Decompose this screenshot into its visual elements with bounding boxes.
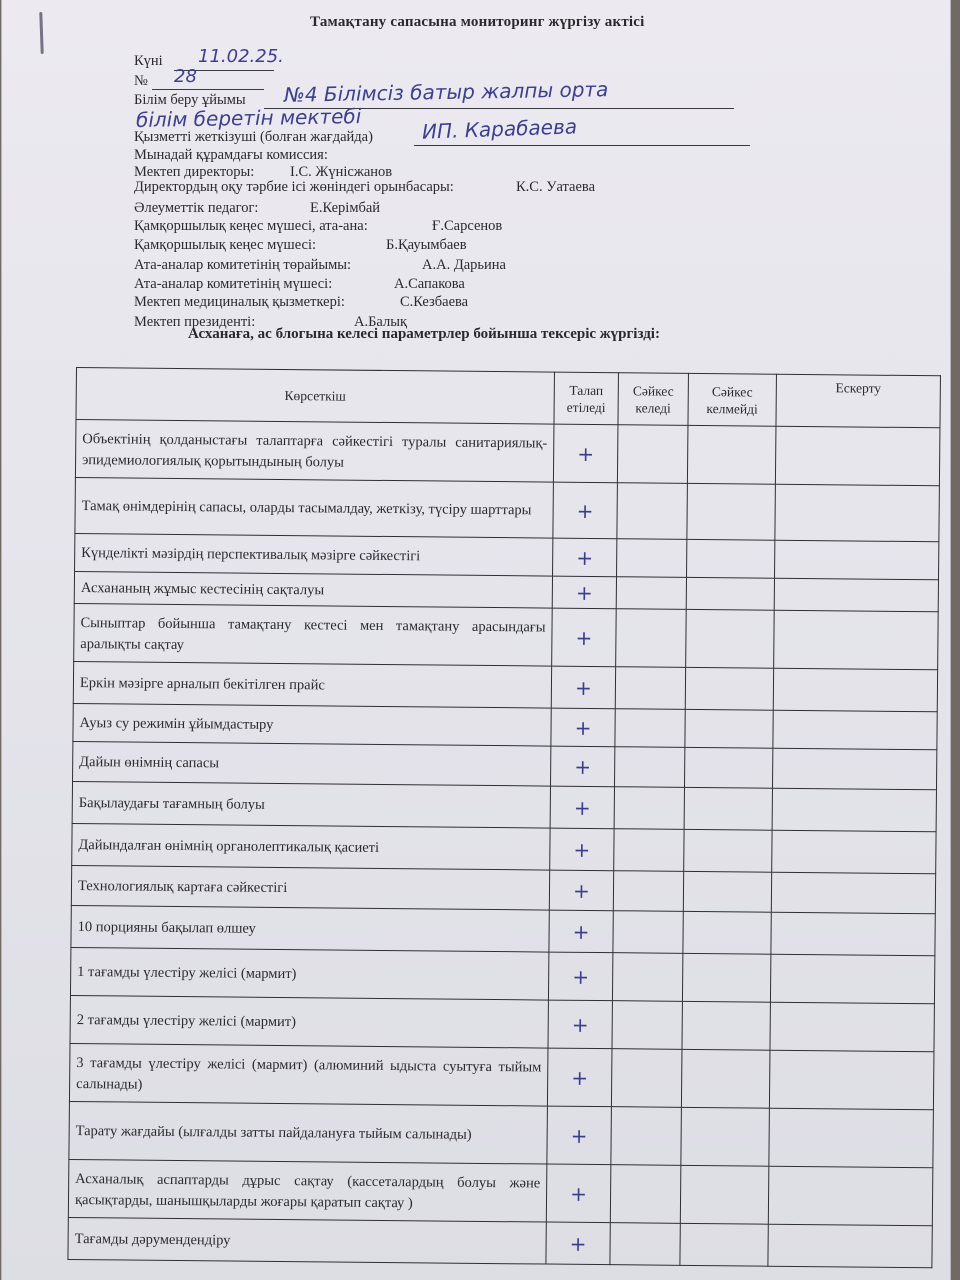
commission-role: Мектеп медициналық қызметкері: [134, 294, 345, 310]
required-mark: + [548, 952, 612, 1001]
commission-name: І.С. Жүнісжанов [290, 164, 393, 180]
table-row [75, 477, 939, 541]
not-complies-cell [685, 667, 773, 710]
not-complies-cell [681, 1049, 770, 1108]
complies-cell [611, 1049, 682, 1108]
required-mark: + [546, 1222, 610, 1265]
commission-name: А.А. Дарьина [422, 257, 506, 273]
required-mark: + [553, 482, 618, 539]
commission-role: Мектеп директоры: [134, 164, 255, 180]
commission-name: С.Кезбаева [400, 294, 469, 310]
required-mark: + [547, 1048, 612, 1107]
note-cell [775, 540, 939, 580]
indicator-cell: 1 тағамды үлестіру желісі (мармит) [70, 947, 548, 1000]
not-complies-cell [687, 539, 775, 578]
note-cell [774, 578, 938, 612]
note-cell [773, 710, 937, 750]
document-title: Тамақтану сапасына мониторинг жүргізу актісі [310, 14, 645, 30]
not-complies-cell [682, 953, 770, 1002]
required-mark: + [546, 1164, 611, 1223]
note-cell [769, 1050, 934, 1110]
indicator-cell: Бақылаудағы тағамның болуы [72, 781, 550, 828]
complies-cell [614, 829, 684, 872]
required-mark: + [550, 828, 614, 871]
note-cell [768, 1166, 933, 1226]
note-cell [771, 912, 935, 956]
complies-cell [613, 871, 683, 912]
not-complies-cell [680, 1165, 769, 1224]
not-complies-cell [683, 871, 771, 912]
complies-cell [617, 425, 688, 484]
indicator-cell: Күнделікті мәзірдің перспективалық мәзірге сәйкестігі [75, 533, 553, 576]
required-mark: + [549, 870, 613, 911]
table-row [70, 947, 934, 1003]
indicator-cell: Асханалық аспаптарды дұрыс сақтау (кассеталардың болуы және қасықтарды, шанышқыларды жоғары қаратып сақтау ) [68, 1159, 547, 1222]
provider-value: ИП. Карабаева [421, 114, 578, 144]
table-row [69, 1101, 934, 1167]
not-complies-cell [684, 829, 772, 872]
not-complies-cell [682, 1001, 770, 1050]
not-complies-cell [680, 1223, 768, 1266]
header-not-complies: Сәйкес келмейді [688, 373, 776, 426]
provider-label: Қызметті жеткізуші (болған жағдайда) [134, 129, 373, 145]
complies-cell [614, 787, 684, 830]
complies-cell [611, 1107, 682, 1166]
note-cell [772, 830, 936, 874]
indicator-cell: Ауыз су режимін ұйымдастыру [73, 703, 551, 746]
indicator-cell: Дайындалған өнімнің органолептикалық қасиеті [72, 823, 550, 870]
note-cell [772, 748, 936, 790]
commission-name: Ғ.Сарсенов [432, 218, 503, 234]
inspection-table [67, 367, 941, 1268]
complies-cell [617, 483, 688, 540]
inspection-subtitle: Асханаға, ас блогына келесі параметрлер бойынша тексеріс жүргізді: [188, 326, 660, 342]
indicator-cell: Асхананың жұмыс кестесінің сақталуы [74, 571, 552, 608]
commission-intro: Мынадай құрамдағы комиссия: [134, 147, 328, 163]
required-mark: + [552, 576, 616, 609]
org-value-line2: білім беретін мектебі [135, 104, 362, 132]
number-label: № [134, 73, 148, 89]
table-row [75, 420, 940, 486]
required-mark: + [549, 910, 613, 953]
complies-cell [616, 609, 687, 668]
indicator-cell: Сыныптар бойынша тамақтану кестесі мен тамақтану арасындағы аралықты сақтау [74, 603, 553, 666]
complies-cell [615, 709, 685, 748]
indicator-cell: Дайын өнімнің сапасы [73, 741, 551, 786]
commission-role: Ата-аналар комитетінің мүшесі: [134, 276, 333, 292]
complies-cell [616, 577, 686, 610]
required-mark: + [551, 666, 615, 709]
date-label: Күні [134, 53, 163, 69]
complies-cell [610, 1165, 681, 1224]
indicator-cell: 2 тағамды үлестіру желісі (мармит) [70, 995, 548, 1048]
indicator-cell: Тағамды дәрумендендіру [68, 1217, 546, 1264]
note-cell [773, 668, 937, 712]
complies-cell [614, 747, 684, 788]
commission-name: К.С. Уатаева [516, 179, 596, 195]
complies-cell [613, 911, 683, 954]
not-complies-cell [687, 483, 776, 540]
not-complies-cell [687, 425, 776, 484]
table-row [68, 1159, 933, 1225]
not-complies-cell [684, 747, 772, 788]
required-mark: + [550, 746, 614, 787]
table-header-row [76, 368, 940, 428]
note-cell [771, 872, 935, 914]
note-cell [774, 610, 939, 670]
indicator-cell: 3 тағамды үлестіру желісі (мармит) (алюминий ыдыста суытуға тыйым салынады) [69, 1043, 548, 1106]
note-cell [770, 954, 934, 1004]
note-cell [768, 1224, 932, 1268]
pen-mark [39, 12, 43, 54]
org-label: Білім беру ұйымы [134, 92, 246, 108]
note-cell [772, 788, 936, 832]
complies-cell [617, 539, 687, 578]
required-mark: + [551, 708, 615, 747]
commission-name: А.Балық [354, 314, 408, 330]
complies-cell [612, 953, 682, 1002]
required-mark: + [548, 1000, 612, 1049]
header-complies: Сәйкес келеді [618, 373, 688, 426]
table-row [70, 995, 934, 1051]
table-row [68, 1217, 932, 1267]
not-complies-cell [685, 709, 773, 748]
not-complies-cell [686, 609, 775, 668]
complies-cell [610, 1223, 680, 1266]
org-value-line1: №4 Білімсіз батыр жалпы орта [283, 77, 609, 107]
required-mark: + [553, 424, 618, 483]
commission-role: Ата-аналар комитетінің төрайымы: [134, 257, 352, 273]
commission-name: Б.Қауымбаев [386, 237, 467, 253]
note-cell [775, 484, 940, 542]
commission-role: Директордың оқу тәрбие ісі жөніндегі орынбасары: [134, 179, 454, 195]
date-value: 11.02.25. [198, 46, 284, 67]
not-complies-cell [683, 911, 771, 954]
indicator-cell: Тамақ өнімдерінің сапасы, оларды тасымалдау, жеткізу, түсіру шарттары [75, 477, 554, 538]
complies-cell [612, 1001, 682, 1050]
not-complies-cell [684, 787, 772, 830]
required-mark: + [547, 1106, 612, 1165]
indicator-cell: Еркін мәзірге арналып бекітілген прайс [73, 661, 551, 708]
number-underline [152, 89, 264, 90]
indicator-cell: Объектінің қолданыстағы талаптарға сәйкестігі туралы санитариялық-эпидемиологиялық қорытындының болуы [75, 420, 554, 483]
commission-role: Әлеуметтік педагог: [134, 200, 259, 216]
commission-role: Қамқоршылық кеңес мүшесі, ата-ана: [134, 218, 368, 234]
header-note: Ескерту [776, 374, 940, 428]
note-cell [770, 1002, 934, 1052]
required-mark: + [550, 786, 614, 829]
commission-name: А.Сапакова [394, 276, 465, 292]
not-complies-cell [686, 577, 774, 610]
commission-role: Қамқоршылық кеңес мүшесі: [134, 237, 317, 253]
header-indicator: Көрсеткіш [76, 368, 554, 425]
document-page [2, 0, 950, 1280]
not-complies-cell [681, 1107, 770, 1166]
provider-underline [414, 145, 750, 146]
note-cell [775, 426, 940, 486]
table-row [69, 1043, 934, 1109]
complies-cell [615, 667, 685, 710]
commission-name: Е.Керімбай [310, 200, 381, 216]
indicator-cell: Тарату жағдайы (ылғалды затты пайдалануға тыйым салынады) [69, 1101, 548, 1164]
indicator-cell: Технологиялық картаға сәйкестігі [71, 865, 549, 910]
table-row [74, 603, 939, 669]
number-value: 28 [174, 66, 197, 87]
required-mark: + [553, 538, 617, 577]
note-cell [769, 1108, 934, 1168]
header-required: Талап етіледі [554, 372, 618, 425]
indicator-cell: 10 порцияны бақылап өлшеу [71, 905, 549, 952]
required-mark: + [552, 608, 617, 667]
commission-role: Мектеп президенті: [134, 314, 256, 330]
